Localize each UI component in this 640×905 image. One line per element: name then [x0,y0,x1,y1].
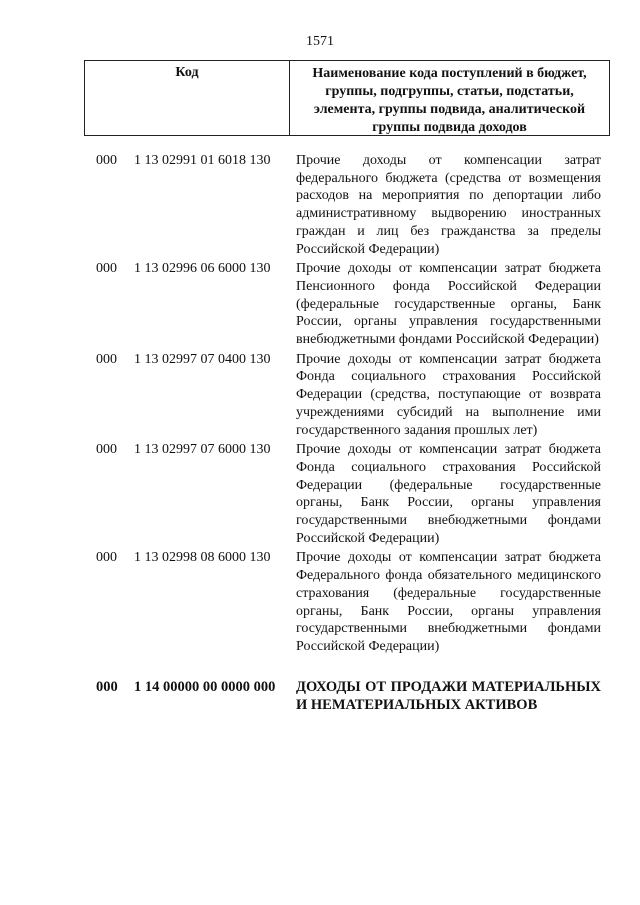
table-row [0,549,640,655]
table-row [0,351,640,440]
row-revenue-name: Прочие доходы от компенсации затрат бюджета Фонда социального страхования Российской Федерации (федеральные государственные органы, Банк России, органы управления государственными внебюджетными фондами Российской Федерации) [296,442,601,546]
row-revenue-name: Прочие доходы от компенсации затрат федерального бюджета (средства от возмещения расходов на мероприятия по депортации либо административному выдворению иностранных граждан и лиц без гражданства за пределы Российской Федерации) [296,153,601,257]
row-revenue-code: 1 13 02998 08 6000 130 [134,550,271,566]
row-admin-code: 000 [96,261,117,277]
row-revenue-code: 1 13 02991 01 6018 130 [134,153,271,168]
section-admin-code: 000 [96,678,118,695]
section-revenue-code: 1 14 00000 00 0000 000 [134,678,276,695]
row-revenue-code: 1 13 02997 07 6000 130 [134,442,271,458]
row-revenue-name: Прочие доходы от компенсации затрат бюджета Фонда социального страхования Российской Федерации (средства, поступающие от возврата учреждениями субсидий на выполнение ими государственного задания прошлых лет) [296,351,601,438]
row-revenue-code: 1 13 02997 07 0400 130 [134,351,271,367]
page-number: 1571 [306,34,334,49]
row-admin-code: 000 [96,351,117,367]
header-code-label: Код [85,61,290,135]
row-admin-code: 000 [96,153,117,168]
table-row [0,260,640,349]
section-row [0,678,640,715]
row-admin-code: 000 [96,550,117,566]
table-row [0,441,640,547]
table-row [0,152,640,258]
row-revenue-code: 1 13 02996 06 6000 130 [134,261,271,277]
table-header [84,60,610,136]
section-revenue-name: ДОХОДЫ ОТ ПРОДАЖИ МАТЕРИАЛЬНЫХ И НЕМАТЕРИАЛЬНЫХ АКТИВОВ [296,678,601,714]
table-body [0,152,640,715]
header-name-label: Наименование кода поступлений в бюджет, группы, подгруппы, статьи, подстатьи, элемента, группы подвида, аналитической группы подвида доходов [312,66,587,135]
row-admin-code: 000 [96,442,117,458]
row-revenue-name: Прочие доходы от компенсации затрат бюджета Пенсионного фонда Российской Федерации (федеральные государственные органы, Банк России, органы управления государственными внебюджетными фондами Российской Федерации) [296,261,601,348]
row-revenue-name: Прочие доходы от компенсации затрат бюджета Федерального фонда обязательного медицинского страхования (федеральные государственные органы, Банк России, органы управления государственными внебюджетными фондами Российской Федерации) [296,550,601,654]
